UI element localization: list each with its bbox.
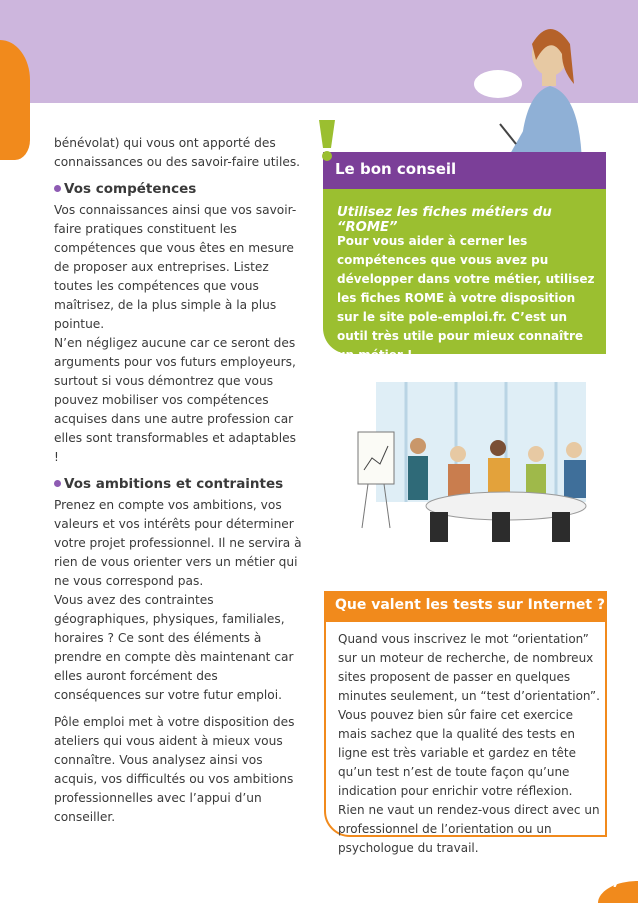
bullet-icon	[54, 185, 61, 192]
tests-paragraph-2: Vous pouvez bien sûr faire cet exercice mais sachez que la qualité des tests en ligne est très variable et gardez en tête qu’un test n’est de toute façon qu’une indication pour enrichir votre réflexion. Rien ne vaut un rendez-vous direct avec un professionnel de l’orientation ou un psychologue du travail.	[338, 708, 600, 855]
tests-title: Que valent les tests sur Internet ?	[335, 597, 606, 613]
skills-heading: Vos compétences	[54, 180, 304, 199]
corner-decoration	[0, 40, 30, 160]
tip-box	[323, 152, 606, 362]
page-number: 7	[611, 876, 620, 890]
tests-box	[324, 591, 607, 855]
main-text-column	[54, 134, 304, 835]
skills-paragraph-1: Vos connaissances ainsi que vos savoir-faire pratiques constituent les compétences que vous êtes en mesure de proposer aux entreprises. Listez toutes les compétences que vous maîtrisez, de la plus simple à la plus pointue.	[54, 203, 297, 331]
intro-paragraph: bénévolat) qui vous ont apporté des connaissances ou des savoir-faire utiles.	[54, 136, 301, 169]
tip-title: Le bon conseil	[335, 160, 457, 178]
tests-paragraph-1: Quand vous inscrivez le mot “orientation” sur un moteur de recherche, de nombreux sites proposent de passer en quelques minutes seulement, un “test d’orientation”.	[338, 632, 600, 703]
bullet-icon	[54, 480, 61, 487]
tip-subtitle: Utilisez les fiches métiers du “ROME”	[337, 205, 552, 235]
ambitions-paragraph-3: Pôle emploi met à votre disposition des ateliers qui vous aident à mieux vous connaître. Vous analysez ainsi vos acquis, vos difficultés ou vos ambitions professionnelles avec l’appui d’un conseiller.	[54, 715, 295, 824]
tests-body	[338, 630, 600, 858]
tests-header	[324, 591, 607, 622]
ambitions-paragraph-1: Prenez en compte vos ambitions, vos valeurs et vos intérêts pour déterminer votre projet professionnel. Il ne servira à rien de vous orienter vers un métier qui ne vous correspond pas.	[54, 498, 302, 588]
exclamation-icon	[313, 118, 341, 162]
skills-paragraph-2: N’en négligez aucune car ce seront des arguments pour vos futurs employeurs, surtout si vous démontrez que vous pouvez mobiliser vos compétences acquises dans une autre profession car elles sont transformables et adaptables !	[54, 336, 297, 464]
ambitions-paragraph-2: Vous avez des contraintes géographiques, physiques, familiales, horaires ? Ce sont des éléments à prendre en compte dès maintenant car elles auront forcément des conséquences sur votre futur emploi.	[54, 593, 294, 702]
tip-header	[323, 152, 606, 189]
meeting-illustration	[346, 378, 600, 562]
ambitions-heading: Vos ambitions et contraintes	[54, 475, 304, 494]
tip-body: Pour vous aider à cerner les compétences que vous avez pu développer dans votre métier, utilisez les fiches ROME à votre disposition sur le site pole-emploi.fr. C’est un outil très utile pour mieux connaître un métier !	[337, 234, 595, 362]
